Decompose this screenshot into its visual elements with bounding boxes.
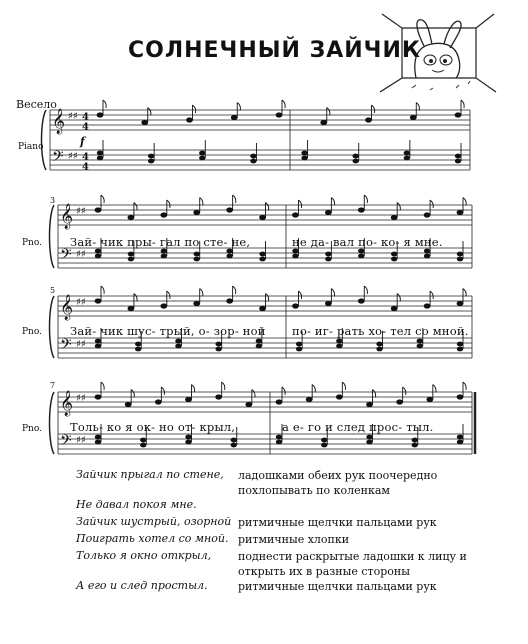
chord-note-head [412, 443, 418, 448]
note-flag [266, 294, 269, 302]
note-flag [372, 105, 375, 113]
page-title: СОЛНЕЧНЫЙ ЗАЙЧИК [128, 38, 421, 63]
chord-note-head [292, 249, 298, 254]
note-head [292, 212, 299, 217]
note-head [325, 210, 332, 215]
action-text: поднести раскрытые ладошки к лицу и открыть их в разные стороны [238, 550, 467, 578]
key-signature-sharp: ♯♯ [68, 111, 78, 122]
note-flag [134, 294, 137, 302]
note-flag [131, 390, 134, 398]
note-head [276, 112, 283, 117]
chord-note-head [404, 156, 410, 161]
chord-note-head [457, 347, 463, 352]
note-head [292, 303, 299, 308]
note-head [276, 399, 283, 404]
note-head [366, 402, 373, 407]
note-flag [298, 200, 301, 208]
note-head [336, 394, 343, 399]
chord-note-head [194, 252, 200, 257]
note-flag [461, 100, 464, 108]
chord-note-head [296, 342, 302, 347]
note-flag [331, 289, 334, 297]
note-flag [167, 291, 170, 299]
system-brace [50, 392, 55, 454]
note-flag [331, 198, 334, 206]
instrument-label-pno-1: Pno. [22, 238, 42, 248]
poem-line: Только я окно открыл, [76, 549, 212, 562]
chord-note-head [231, 438, 237, 443]
chord-note-head [366, 440, 372, 445]
note-flag [327, 108, 330, 116]
lyric-line: Зай- чик пры- гал по сте- не, [70, 235, 251, 249]
measure-number: 7 [50, 381, 56, 390]
note-flag [430, 200, 433, 208]
note-head [396, 399, 403, 404]
note-head [424, 212, 431, 217]
time-signature-top: 4 [82, 152, 89, 163]
note-flag [200, 289, 203, 297]
note-flag [397, 294, 400, 302]
note-head [95, 207, 102, 212]
note-flag [282, 387, 285, 395]
note-flag [161, 387, 164, 395]
note-head [193, 210, 200, 215]
note-flag [222, 382, 225, 390]
note-flag [373, 390, 376, 398]
chord-note-head [128, 257, 134, 262]
lyric-line: а е- го и след прос- тыл. [282, 420, 434, 434]
chord-note-head [215, 347, 221, 352]
note-head [186, 117, 193, 122]
chord-note-head [301, 156, 307, 161]
note-head [95, 394, 102, 399]
note-head [365, 117, 372, 122]
chord-note-head [148, 159, 154, 164]
chord-note-head [325, 252, 331, 257]
action-text: ритмичные щелчки пальцами рук [238, 516, 437, 529]
note-flag [101, 286, 104, 294]
note-head [424, 303, 431, 308]
dynamic-marking: f [80, 135, 85, 148]
note-flag [463, 289, 466, 297]
key-signature-sharp: ♯♯ [76, 393, 86, 404]
chord-note-head [95, 440, 101, 445]
chord-note-head [353, 154, 359, 159]
chord-note-head [457, 440, 463, 445]
bass-clef: 𝄢 [60, 432, 72, 453]
note-flag [167, 200, 170, 208]
instrument-label-pno-3: Pno. [22, 424, 42, 434]
chord-note-head [199, 151, 205, 156]
note-head [226, 207, 233, 212]
chord-note-head [353, 159, 359, 164]
chord-note-head [457, 435, 463, 440]
note-head [125, 402, 132, 407]
lyric-line: Зай- чик шус- трый, о- зор- ной [70, 324, 266, 338]
chord-note-head [321, 438, 327, 443]
treble-clef: 𝄞 [60, 391, 74, 416]
action-text: ритмичные хлопки [238, 533, 350, 546]
action-text: ритмичные щелчки пальцами рук [238, 580, 437, 593]
note-flag [463, 198, 466, 206]
key-signature-sharp: ♯♯ [76, 206, 86, 217]
bass-clef: 𝄢 [60, 336, 72, 357]
poem-line: А его и след простыл. [76, 579, 208, 592]
note-flag [237, 103, 240, 111]
note-head [215, 394, 222, 399]
note-flag [416, 103, 419, 111]
note-flag [233, 286, 236, 294]
time-signature-bottom: 4 [82, 122, 89, 133]
chord-note-head [325, 257, 331, 262]
poem-line: Не давал покоя мне. [76, 498, 197, 511]
note-head [226, 298, 233, 303]
chord-note-head [455, 154, 461, 159]
note-flag [134, 203, 137, 211]
note-head [259, 306, 266, 311]
measure-number: 5 [50, 286, 56, 295]
note-flag [364, 286, 367, 294]
note-flag [298, 291, 301, 299]
note-flag [101, 382, 104, 390]
note-flag [192, 385, 195, 393]
time-signature-bottom: 4 [82, 162, 89, 173]
note-head [358, 207, 365, 212]
chord-note-head [336, 344, 342, 349]
chord-note-head [404, 151, 410, 156]
chord-note-head [412, 438, 418, 443]
note-head [426, 397, 433, 402]
chord-note-head [457, 252, 463, 257]
chord-note-head [95, 249, 101, 254]
chord-note-head [226, 254, 232, 259]
note-flag [103, 100, 106, 108]
system-brace [42, 110, 47, 170]
chord-note-head [417, 339, 423, 344]
note-head [455, 112, 462, 117]
note-flag [403, 387, 406, 395]
chord-note-head [292, 254, 298, 259]
chord-note-head [215, 342, 221, 347]
chord-note-head [135, 347, 141, 352]
note-head [457, 210, 464, 215]
chord-note-head [199, 156, 205, 161]
chord-note-head [391, 257, 397, 262]
note-flag [101, 195, 104, 203]
chord-note-head [417, 344, 423, 349]
instrument-label-pno-2: Pno. [22, 327, 42, 337]
note-flag [266, 203, 269, 211]
note-head [245, 402, 252, 407]
chord-note-head [250, 159, 256, 164]
chord-note-head [226, 249, 232, 254]
chord-note-head [424, 254, 430, 259]
chord-note-head [97, 151, 103, 156]
key-signature-sharp: ♯♯ [76, 435, 86, 446]
chord-note-head [185, 435, 191, 440]
key-signature-sharp: ♯♯ [68, 151, 78, 162]
chord-note-head [95, 344, 101, 349]
chord-note-head [276, 440, 282, 445]
note-head [325, 301, 332, 306]
tempo-marking: Весело [16, 98, 57, 111]
note-head [457, 394, 464, 399]
note-head [128, 215, 135, 220]
note-head [391, 215, 398, 220]
chord-note-head [161, 254, 167, 259]
chord-note-head [301, 151, 307, 156]
lyric-line: по- иг- рать хо- тел со мной. [292, 324, 469, 338]
note-head [320, 120, 327, 125]
treble-clef: 𝄞 [52, 109, 66, 134]
note-head [160, 212, 167, 217]
chord-note-head [95, 254, 101, 259]
bass-clef: 𝄢 [60, 246, 72, 267]
note-flag [463, 382, 466, 390]
chord-note-head [276, 435, 282, 440]
lyric-line: не да- вал по- ко- я мне. [292, 235, 443, 249]
chord-note-head [391, 252, 397, 257]
chord-note-head [97, 156, 103, 161]
note-flag [193, 105, 196, 113]
note-flag [342, 382, 345, 390]
chord-note-head [148, 154, 154, 159]
note-head [193, 301, 200, 306]
bass-clef: 𝄢 [52, 148, 64, 169]
chord-note-head [366, 435, 372, 440]
note-flag [252, 390, 255, 398]
note-flag [233, 195, 236, 203]
note-flag [312, 385, 315, 393]
chord-note-head [424, 249, 430, 254]
note-head [128, 306, 135, 311]
chord-note-head [161, 249, 167, 254]
chord-note-head [457, 342, 463, 347]
time-signature-top: 4 [82, 112, 89, 123]
chord-note-head [135, 342, 141, 347]
chord-note-head [140, 443, 146, 448]
chord-note-head [296, 347, 302, 352]
key-signature-sharp: ♯♯ [76, 249, 86, 260]
note-flag [433, 385, 436, 393]
chord-note-head [376, 342, 382, 347]
note-head [141, 120, 148, 125]
chord-note-head [231, 443, 237, 448]
poem-line: Поиграть хотел со мной. [76, 532, 229, 545]
chord-note-head [250, 154, 256, 159]
note-flag [200, 198, 203, 206]
chord-note-head [256, 339, 262, 344]
instrument-label-piano: Piano [18, 142, 44, 152]
chord-note-head [457, 257, 463, 262]
poem-line: Зайчик прыгал по стене, [76, 468, 224, 481]
chord-note-head [140, 438, 146, 443]
action-text: ладошками обеих рук поочередно похлопывать по коленкам [238, 469, 438, 497]
chord-note-head [256, 344, 262, 349]
chord-note-head [321, 443, 327, 448]
chord-note-head [194, 257, 200, 262]
treble-clef: 𝄞 [60, 204, 74, 229]
treble-clef: 𝄞 [60, 295, 74, 320]
chord-note-head [259, 257, 265, 262]
chord-note-head [95, 339, 101, 344]
note-head [457, 301, 464, 306]
chord-note-head [376, 347, 382, 352]
chord-note-head [336, 339, 342, 344]
note-flag [364, 195, 367, 203]
key-signature-sharp: ♯♯ [76, 297, 86, 308]
note-head [185, 397, 192, 402]
system-brace [50, 205, 55, 268]
note-head [155, 399, 162, 404]
key-signature-sharp: ♯♯ [76, 339, 86, 350]
note-head [231, 115, 238, 120]
measure-number: 3 [50, 196, 56, 205]
note-flag [397, 203, 400, 211]
note-head [259, 215, 266, 220]
note-flag [282, 100, 285, 108]
note-head [358, 298, 365, 303]
chord-note-head [358, 254, 364, 259]
chord-note-head [358, 249, 364, 254]
note-head [410, 115, 417, 120]
note-head [95, 298, 102, 303]
note-head [97, 112, 104, 117]
chord-note-head [455, 159, 461, 164]
chord-note-head [175, 339, 181, 344]
chord-note-head [175, 344, 181, 349]
system-brace [50, 296, 55, 358]
lyric-line: Толь- ко я ок- но от- крыл, [70, 420, 236, 434]
chord-note-head [185, 440, 191, 445]
poem-line: Зайчик шустрый, озорной [76, 515, 232, 528]
chord-note-head [259, 252, 265, 257]
note-flag [148, 108, 151, 116]
chord-note-head [95, 435, 101, 440]
note-head [306, 397, 313, 402]
chord-note-head [128, 252, 134, 257]
note-head [160, 303, 167, 308]
note-flag [430, 291, 433, 299]
note-head [391, 306, 398, 311]
